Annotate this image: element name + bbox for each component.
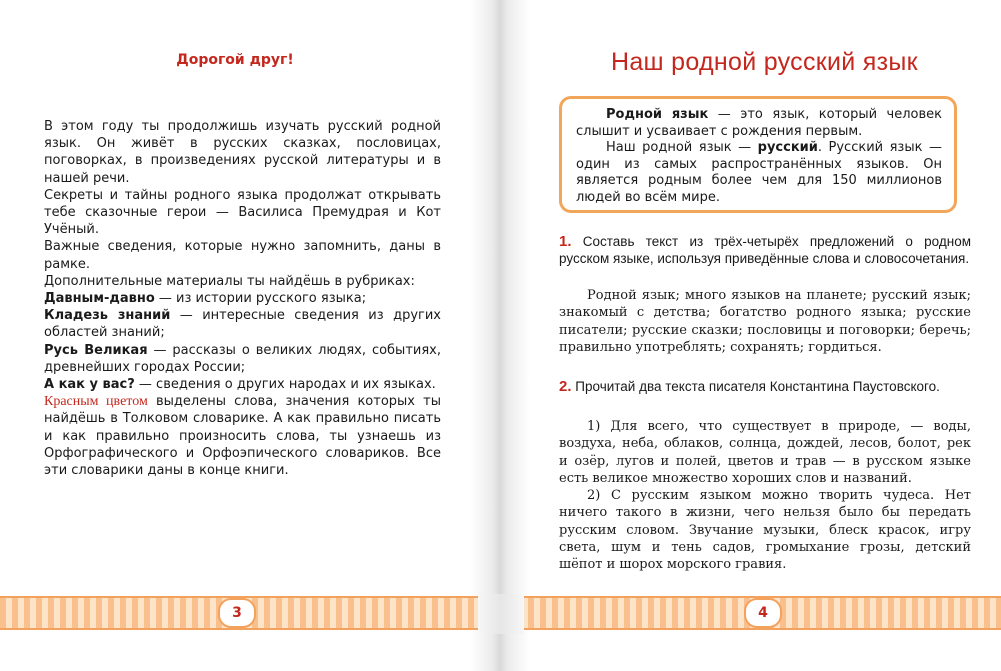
right-page [501,0,1001,600]
rule-definition-text: — это язык, который человек слышит и усваивает с рождения первым. [576,107,942,139]
left-page-title: Дорогой друг! [176,52,294,68]
right-page-title: Наш родной русский язык [611,48,918,76]
text-1: 1) Для всего, что существует в природе, — воды, воздуха, неба, облаков, солнца, дождей, лесов, болот, рек и озёр, лугов и полей, цветов и трав — в русском языке есть великое множество хороших слов и названий. [559,419,971,486]
rubrics-intro: Дополнительные материалы ты найдёшь в рубриках: [44,273,415,289]
rule-frame [559,96,957,213]
rule-term: Родной язык [606,107,709,122]
rubric-desc: — из истории русского языка; [154,291,367,307]
rubric-name: А как у вас? [44,377,135,393]
spine-gap [478,594,524,634]
dictionary-paragraph [44,393,441,479]
rubric-name: Давным-давно [44,291,155,307]
left-page-text [44,118,441,479]
left-page [0,0,500,600]
rubric-desc: — сведения о других народах и их языках. [134,377,436,393]
rubric-name: Русь Великая [44,342,148,358]
page-number-left: 3 [218,598,256,628]
task-2 [559,378,971,395]
rule-fact-start: Наш родной язык — [606,140,758,155]
rule-definition [576,107,942,140]
rule-fact-text: . Русский язык — один из самых распространённых языков. Он является родным более чем для 150 миллионов людей во всём мире. [576,140,942,205]
rubric-desc: — интересные сведения из других областей знаний; [44,308,441,341]
ornament-footer [0,596,1001,630]
rubric-item [44,290,441,307]
dictionary-text: выделены слова, значения которых ты найдёшь в Толковом словарике. А как правильно писать и как правильно произносить слова, ты узнаешь из Орфографического и Орфоэпического словариков. Все эти словарики даны в конце книги. [44,394,441,479]
rubric-item [44,307,441,341]
task-1 [559,233,971,267]
page-number-right: 4 [744,598,782,628]
rubric-name: Кладезь знаний [44,308,171,324]
intro-paragraph: В этом году ты продолжишь изучать русский родной язык. Он живёт в русских сказках, пословицах, поговорках, в произведениях русской литературы и в нашей речи. [44,119,441,186]
rubric-item [44,342,441,376]
task-text: Прочитай два текста писателя Константина Паустовского. [571,379,940,394]
task-number: 2. [559,378,572,395]
task-text: Составь текст из трёх-четырёх предложений о родном русском языке, используя приведённые слова и словосочетания. [559,234,971,266]
rule-fact [576,140,942,206]
rubric-item [44,376,441,393]
paustovsky-texts [559,418,971,574]
text-2: 2) С русским языком можно творить чудеса. Нет ничего такого в жизни, чего нельзя было бы передать русским словом. Звучание музыки, блеск красок, игру света, шум и тень садов, громыхание грозы, детский шёпот и шорох морского гравия. [559,488,971,573]
word-list-text: Родной язык; много языков на планете; русский язык; знакомый с детства; богатство родного языка; русские писатели; русские сказки; пословицы и поговорки; беречь; правильно употреблять; сохранять; гордиться. [559,288,971,355]
frame-paragraph: Важные сведения, которые нужно запомнить, даны в рамке. [44,239,441,272]
red-highlight: Красным цветом [44,394,148,410]
word-list [559,287,971,356]
task-number: 1. [559,233,572,250]
heroes-paragraph: Секреты и тайны родного языка продолжат открывать тебе сказочные герои — Василиса Премудрая и Кот Учёный. [44,187,441,238]
rubric-desc: — рассказы о великих людях, событиях, древнейших городах России; [44,342,441,375]
rule-fact-bold: русский [757,140,818,155]
